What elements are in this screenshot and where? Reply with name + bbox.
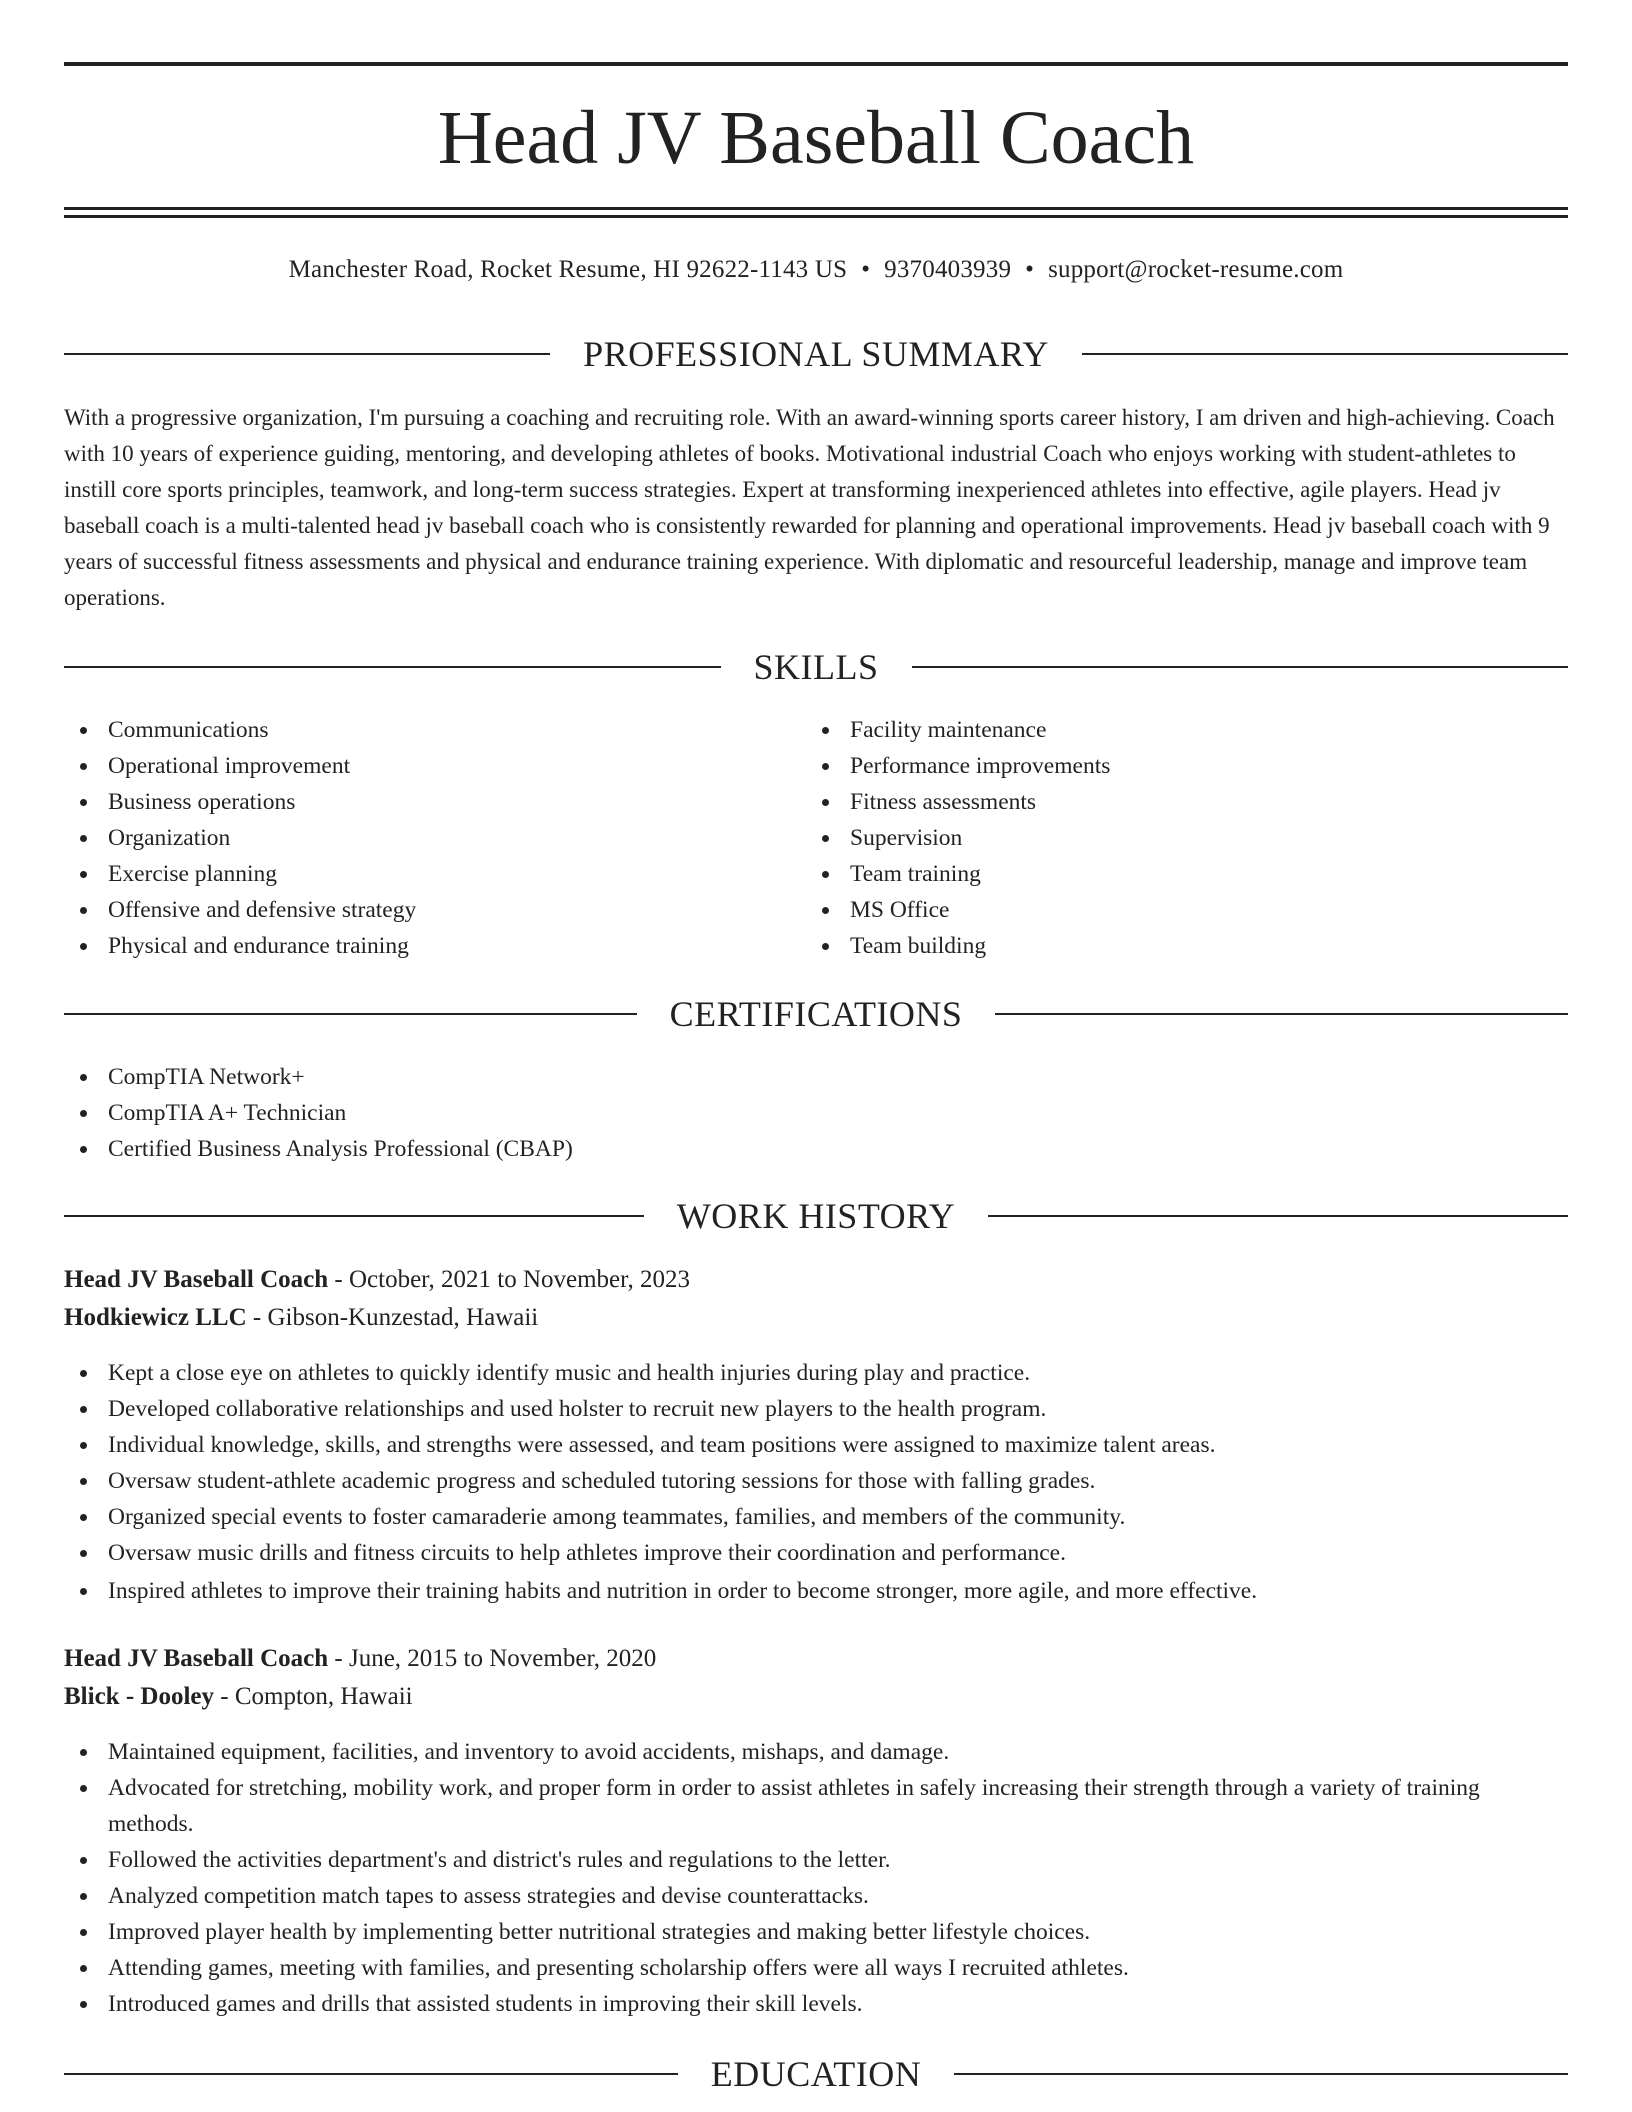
job-title: Head JV Baseball Coach — [64, 1266, 329, 1293]
section-heading-certifications — [64, 992, 1568, 1036]
heading-rule — [954, 2073, 1568, 2075]
job-company-line — [64, 1679, 1568, 1715]
skill-item: Team training — [806, 856, 1506, 892]
skill-item: Team building — [806, 928, 1506, 964]
resume-title: Head JV Baseball Coach — [437, 96, 1195, 180]
job-location: - Compton, Hawaii — [214, 1683, 413, 1710]
skill-item: Facility maintenance — [806, 712, 1506, 748]
heading-rule — [64, 353, 550, 355]
certifications-list — [64, 1059, 1568, 1167]
job-bullet: Advocated for stretching, mobility work, and proper form in order to assist athletes in safely increasing their strength through a variety of training methods. — [64, 1770, 1568, 1842]
skill-item: Communications — [64, 712, 764, 748]
job-title-line — [64, 1262, 1568, 1298]
heading-rule — [1082, 353, 1568, 355]
skill-item: Business operations — [64, 784, 764, 820]
job-bullet: Developed collaborative relationships and used holster to recruit new players to the health program. — [64, 1391, 1568, 1427]
job-location: - Gibson-Kunzestad, Hawaii — [246, 1304, 539, 1331]
title-rule-upper — [64, 207, 1568, 210]
skill-item: Fitness assessments — [806, 784, 1506, 820]
section-title: SKILLS — [753, 647, 879, 687]
job-bullet: Oversaw student-athlete academic progress and scheduled tutoring sessions for those with falling grades. — [64, 1463, 1568, 1499]
job-bullet: Attending games, meeting with families, and presenting scholarship offers were all ways I recruited athletes. — [64, 1950, 1568, 1986]
contact-phone: 9370403939 — [884, 256, 1012, 283]
skill-item: MS Office — [806, 892, 1506, 928]
skill-item: Supervision — [806, 820, 1506, 856]
skills-list-right — [806, 712, 1506, 964]
job-company: Blick - Dooley — [64, 1683, 214, 1710]
skill-item: Performance improvements — [806, 748, 1506, 784]
job-company: Hodkiewicz LLC — [64, 1304, 247, 1331]
job-bullet: Improved player health by implementing better nutritional strategies and making better lifestyle choices. — [64, 1914, 1568, 1950]
title-rule-lower — [64, 215, 1568, 218]
job-bullet: Analyzed competition match tapes to assess strategies and devise counterattacks. — [64, 1878, 1568, 1914]
job-bullet: Oversaw music drills and fitness circuits to help athletes improve their coordination and performance. — [64, 1535, 1568, 1571]
job-dates: - June, 2015 to November, 2020 — [328, 1645, 657, 1672]
summary-text: With a progressive organization, I'm pursuing a coaching and recruiting role. With an award-winning sports career history, I am driven and high-achieving. Coach with 10 years of experience guiding, mentoring, and developing athletes of books. Motivational industrial Coach who enjoys working with student-athletes to instill core sports principles, teamwork, and long-term success strategies. Expert at transforming inexperienced athletes into effective, agile players. Head jv baseball coach is a multi-talented head jv baseball coach who is consistently rewarded for planning and operational improvements. Head jv baseball coach with 9 years of successful fitness assessments and physical and endurance training experience. With diplomatic and resourceful leadership, manage and improve team operations. — [64, 405, 1555, 610]
job-bullet: Inspired athletes to improve their training habits and nutrition in order to become stronger, more agile, and more effective. — [64, 1573, 1568, 1609]
section-title: WORK HISTORY — [676, 1196, 956, 1236]
job-bullet: Followed the activities department's and district's rules and regulations to the letter. — [64, 1842, 1568, 1878]
heading-rule — [64, 2073, 678, 2075]
contact-separator: • — [1025, 256, 1035, 283]
section-heading-summary — [64, 332, 1568, 376]
section-heading-skills — [64, 645, 1568, 689]
skills-list-left — [64, 712, 764, 964]
job-bullet: Maintained equipment, facilities, and inventory to avoid accidents, mishaps, and damage. — [64, 1734, 1568, 1770]
contact-line — [64, 253, 1568, 287]
heading-rule — [988, 1215, 1568, 1217]
contact-separator: • — [861, 256, 871, 283]
heading-rule — [995, 1013, 1568, 1015]
job-company-line — [64, 1300, 1568, 1336]
skill-item: Offensive and defensive strategy — [64, 892, 764, 928]
section-heading-education — [64, 2052, 1568, 2096]
job-title-line — [64, 1641, 1568, 1677]
job-bullets — [64, 1734, 1568, 2022]
contact-address: Manchester Road, Rocket Resume, HI 92622-1143 US — [288, 256, 848, 283]
job-bullet: Introduced games and drills that assisted students in improving their skill levels. — [64, 1986, 1568, 2022]
heading-rule — [64, 1215, 644, 1217]
skill-item: Operational improvement — [64, 748, 764, 784]
section-title: EDUCATION — [710, 2054, 922, 2094]
contact-email: support@rocket-resume.com — [1048, 256, 1344, 283]
section-title: CERTIFICATIONS — [669, 994, 963, 1034]
certification-item: Certified Business Analysis Professional (CBAP) — [64, 1131, 1568, 1167]
job-bullet: Kept a close eye on athletes to quickly identify music and health injuries during play and practice. — [64, 1355, 1568, 1391]
skill-item: Physical and endurance training — [64, 928, 764, 964]
skill-item: Organization — [64, 820, 764, 856]
certification-item: CompTIA A+ Technician — [64, 1095, 1568, 1131]
job-bullet: Individual knowledge, skills, and strengths were assessed, and team positions were assigned to maximize talent areas. — [64, 1427, 1568, 1463]
skill-item: Exercise planning — [64, 856, 764, 892]
heading-rule — [912, 666, 1569, 668]
job-bullets — [64, 1355, 1568, 1609]
job-title: Head JV Baseball Coach — [64, 1645, 329, 1672]
section-heading-work-history — [64, 1194, 1568, 1238]
certification-item: CompTIA Network+ — [64, 1059, 1568, 1095]
section-title: PROFESSIONAL SUMMARY — [583, 334, 1049, 374]
top-rule — [64, 62, 1568, 66]
heading-rule — [64, 1013, 637, 1015]
heading-rule — [64, 666, 721, 668]
job-bullet: Organized special events to foster camaraderie among teammates, families, and members of the community. — [64, 1499, 1568, 1535]
job-dates: - October, 2021 to November, 2023 — [328, 1266, 690, 1293]
